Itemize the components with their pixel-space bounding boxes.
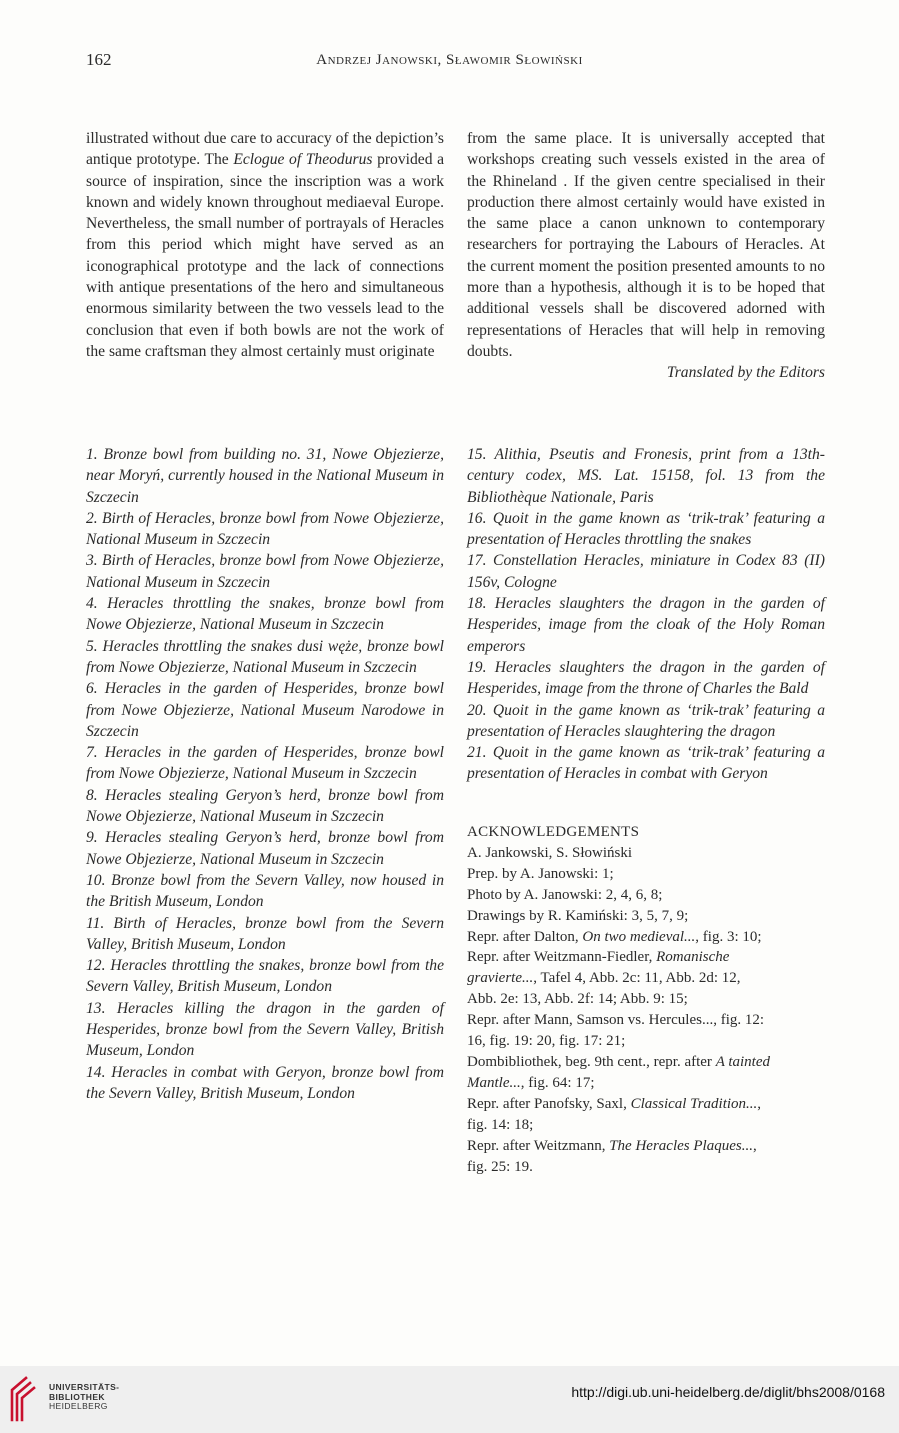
body-right-column (467, 128, 825, 384)
text-run: Repr. after Dalton, (467, 928, 583, 945)
figure-caption: 8. Heracles stealing Geryon’s herd, bronze bowl from Nowe Objezierze, National Museum in Szczecin (86, 786, 444, 826)
ack-line (467, 1073, 825, 1094)
ack-line (467, 1157, 825, 1178)
italic-text: The Heracles Plaques... (609, 1137, 753, 1154)
figure-caption: 10. Bronze bowl from the Severn Valley, now housed in the British Museum, London (86, 871, 444, 911)
ack-line (467, 989, 825, 1010)
ack-line (467, 885, 825, 906)
figure-captions-right (467, 444, 825, 785)
italic-text: On two medieval... (582, 928, 696, 945)
ack-line (467, 843, 825, 864)
text-run: Repr. after Weitzmann, (467, 1137, 610, 1154)
acknowledgements (467, 822, 825, 1177)
figure-caption: 21. Quoit in the game known as ‘trik-trak’ featuring a presentation of Heracles in combat with Geryon (467, 744, 825, 783)
figure-caption: 1. Bronze bowl from building no. 31, Nowe Objezierze, near Moryń, currently housed in the National Museum in Szczecin (86, 446, 444, 506)
figure-caption: 13. Heracles killing the dragon in the garden of Hesperides, bronze bowl from the Severn Valley, British Museum, London (86, 999, 444, 1060)
ack-line (467, 927, 825, 948)
text-run: Abb. 2e: 13, Abb. 2f: 14; Abb. 9: 15; (467, 991, 688, 1008)
ack-line (467, 864, 825, 885)
text-run: Dombibliothek, beg. 9th cent., repr. after (467, 1053, 716, 1070)
text-run: , Tafel 4, Abb. 2c: 11, Abb. 2d: 12, (533, 970, 741, 987)
figure-caption: 2. Birth of Heracles, bronze bowl from Nowe Objezierze, National Museum in Szczecin (86, 509, 444, 549)
permalink-url[interactable]: http://digi.ub.uni-heidelberg.de/diglit/bhs2008/0168 (571, 1384, 885, 1400)
text-run: , fig. 3: 10; (695, 928, 762, 945)
acknowledgements-heading: ACKNOWLEDGEMENTS (467, 824, 640, 840)
library-logo-icon (8, 1376, 38, 1422)
text-run: A. Jankowski, S. Słowiński (467, 844, 633, 861)
figure-caption: 12. Heracles throttling the snakes, bronze bowl from the Severn Valley, British Museum, London (86, 957, 444, 996)
figure-caption: 16. Quoit in the game known as ‘trik-trak’ featuring a presentation of Heracles throttling the snakes (467, 509, 825, 549)
figure-caption: 17. Constellation Heracles, miniature in Codex 83 (II) 156v, Cologne (467, 552, 825, 591)
ack-line (467, 1031, 825, 1052)
ack-line (467, 906, 825, 927)
italic-text: gravierte... (467, 970, 534, 987)
text-run: 16, fig. 19: 20, fig. 17: 21; (467, 1033, 626, 1050)
body-left-column (86, 128, 444, 362)
figure-caption: 5. Heracles throttling the snakes dusi węże, bronze bowl from Nowe Objezierze, National Museum in Szczecin (86, 637, 444, 676)
figure-caption: 11. Birth of Heracles, bronze bowl from the Severn Valley, British Museum, London (86, 914, 444, 953)
italic-text: A tainted (715, 1053, 770, 1070)
ack-line (467, 947, 825, 968)
text-run: Drawings by R. Kamiński: 3, 5, 7, 9; (467, 907, 689, 924)
page-number: 162 (86, 50, 112, 69)
figure-caption: 7. Heracles in the garden of Hesperides, bronze bowl from Nowe Objezierze, National Museum in Szczecin (86, 744, 444, 783)
text-run: , (757, 1095, 762, 1112)
italic-text: Romanische (656, 949, 730, 966)
digitization-footer (0, 1366, 899, 1433)
body-right-paragraph: from the same place. It is universally accepted that workshops creating such vessels existed in the area of the Rhineland . If the given centre specialised in their production there almost certainly would have existed in the same place a canon unknown to contemporary researchers for portraying the Labours of Heracles. At the current moment the position presented amounts to no more than a hypothesis, although it is to be hoped that additional vessels shall be discovered adorned with representations of Heracles that will help in removing doubts. (467, 130, 825, 360)
text-run: fig. 14: 18; (467, 1116, 534, 1133)
ack-line (467, 968, 825, 989)
ack-line (467, 1115, 825, 1136)
italic-text: Mantle... (467, 1074, 521, 1091)
text-run: Repr. after Weitzmann-Fiedler, (467, 949, 657, 966)
text-run: , fig. 64: 17; (520, 1074, 595, 1091)
translator-credit: Translated by the Editors (666, 364, 825, 382)
figure-caption: 6. Heracles in the garden of Hesperides, bronze bowl from Nowe Objezierze, National Museum Narodowe in Szczecin (86, 680, 444, 740)
library-name-line: UNIVERSITÄTS- (49, 1382, 120, 1392)
ack-line (467, 1136, 825, 1157)
body-left-paragraph (86, 128, 444, 362)
italic-text: Classical Tradition... (630, 1095, 758, 1112)
running-title: Andrzej Janowski, Sławomir Słowiński (316, 52, 583, 68)
figure-caption: 20. Quoit in the game known as ‘trik-trak’ featuring a presentation of Heracles slaughtering the dragon (467, 701, 825, 740)
figure-caption: 9. Heracles stealing Geryon’s herd, bronze bowl from Nowe Objezierze, National Museum in Szczecin (86, 829, 444, 868)
figure-caption: 14. Heracles in combat with Geryon, bronze bowl from the Severn Valley, British Museum, London (86, 1063, 444, 1102)
library-name-line: HEIDELBERG (49, 1401, 108, 1411)
text-run: illustrated without due care to accuracy of the depiction’s antique prototype. The (86, 130, 444, 169)
text-run: Prep. by A. Janowski: 1; (467, 865, 614, 882)
library-name (49, 1383, 119, 1412)
text-run: provided a source of inspiration, since the inscription was a work known and widely known throughout mediaeval Europe. Nevertheless, the small number of portrayals of Heracles from this period which might have served as an iconographical prototype and the lack of connections with antique presentations of the hero and simultaneous enormous similarity between the two vessels lead to the conclusion that even if both bowls are not the work of the same craftsman they almost certainly must originate (86, 151, 445, 360)
ack-line (467, 1094, 825, 1115)
library-name-line: BIBLIOTHEK (49, 1391, 105, 1402)
figure-caption: 18. Heracles slaughters the dragon in the garden of Hesperides, image from the cloak of the Holy Roman emperors (467, 595, 825, 655)
text-run: Photo by A. Janowski: 2, 4, 6, 8; (467, 886, 663, 903)
figure-captions-left (86, 444, 444, 1104)
figure-caption: 3. Birth of Heracles, bronze bowl from Nowe Objezierze, National Museum in Szczecin (86, 552, 444, 591)
figure-caption: 15. Alithia, Pseutis and Fronesis, print from a 13th-century codex, MS. Lat. 15158, fol. 13 from the Bibliothèque Nationale, Paris (467, 446, 825, 506)
ack-line (467, 1052, 825, 1073)
figure-caption: 4. Heracles throttling the snakes, bronze bowl from Nowe Objezierze, National Museum in Szczecin (86, 595, 444, 634)
italic-text: Eclogue of Theodurus (233, 151, 373, 169)
text-run: Repr. after Mann, Samson vs. Hercules..., fig. 12: (467, 1012, 765, 1029)
text-run: fig. 25: 19. (467, 1158, 533, 1175)
text-run: Repr. after Panofsky, Saxl, (467, 1095, 631, 1112)
text-run: , (752, 1137, 757, 1154)
figure-caption: 19. Heracles slaughters the dragon in the garden of Hesperides, image from the throne of Charles the Bald (467, 658, 825, 698)
ack-line (467, 1010, 825, 1031)
